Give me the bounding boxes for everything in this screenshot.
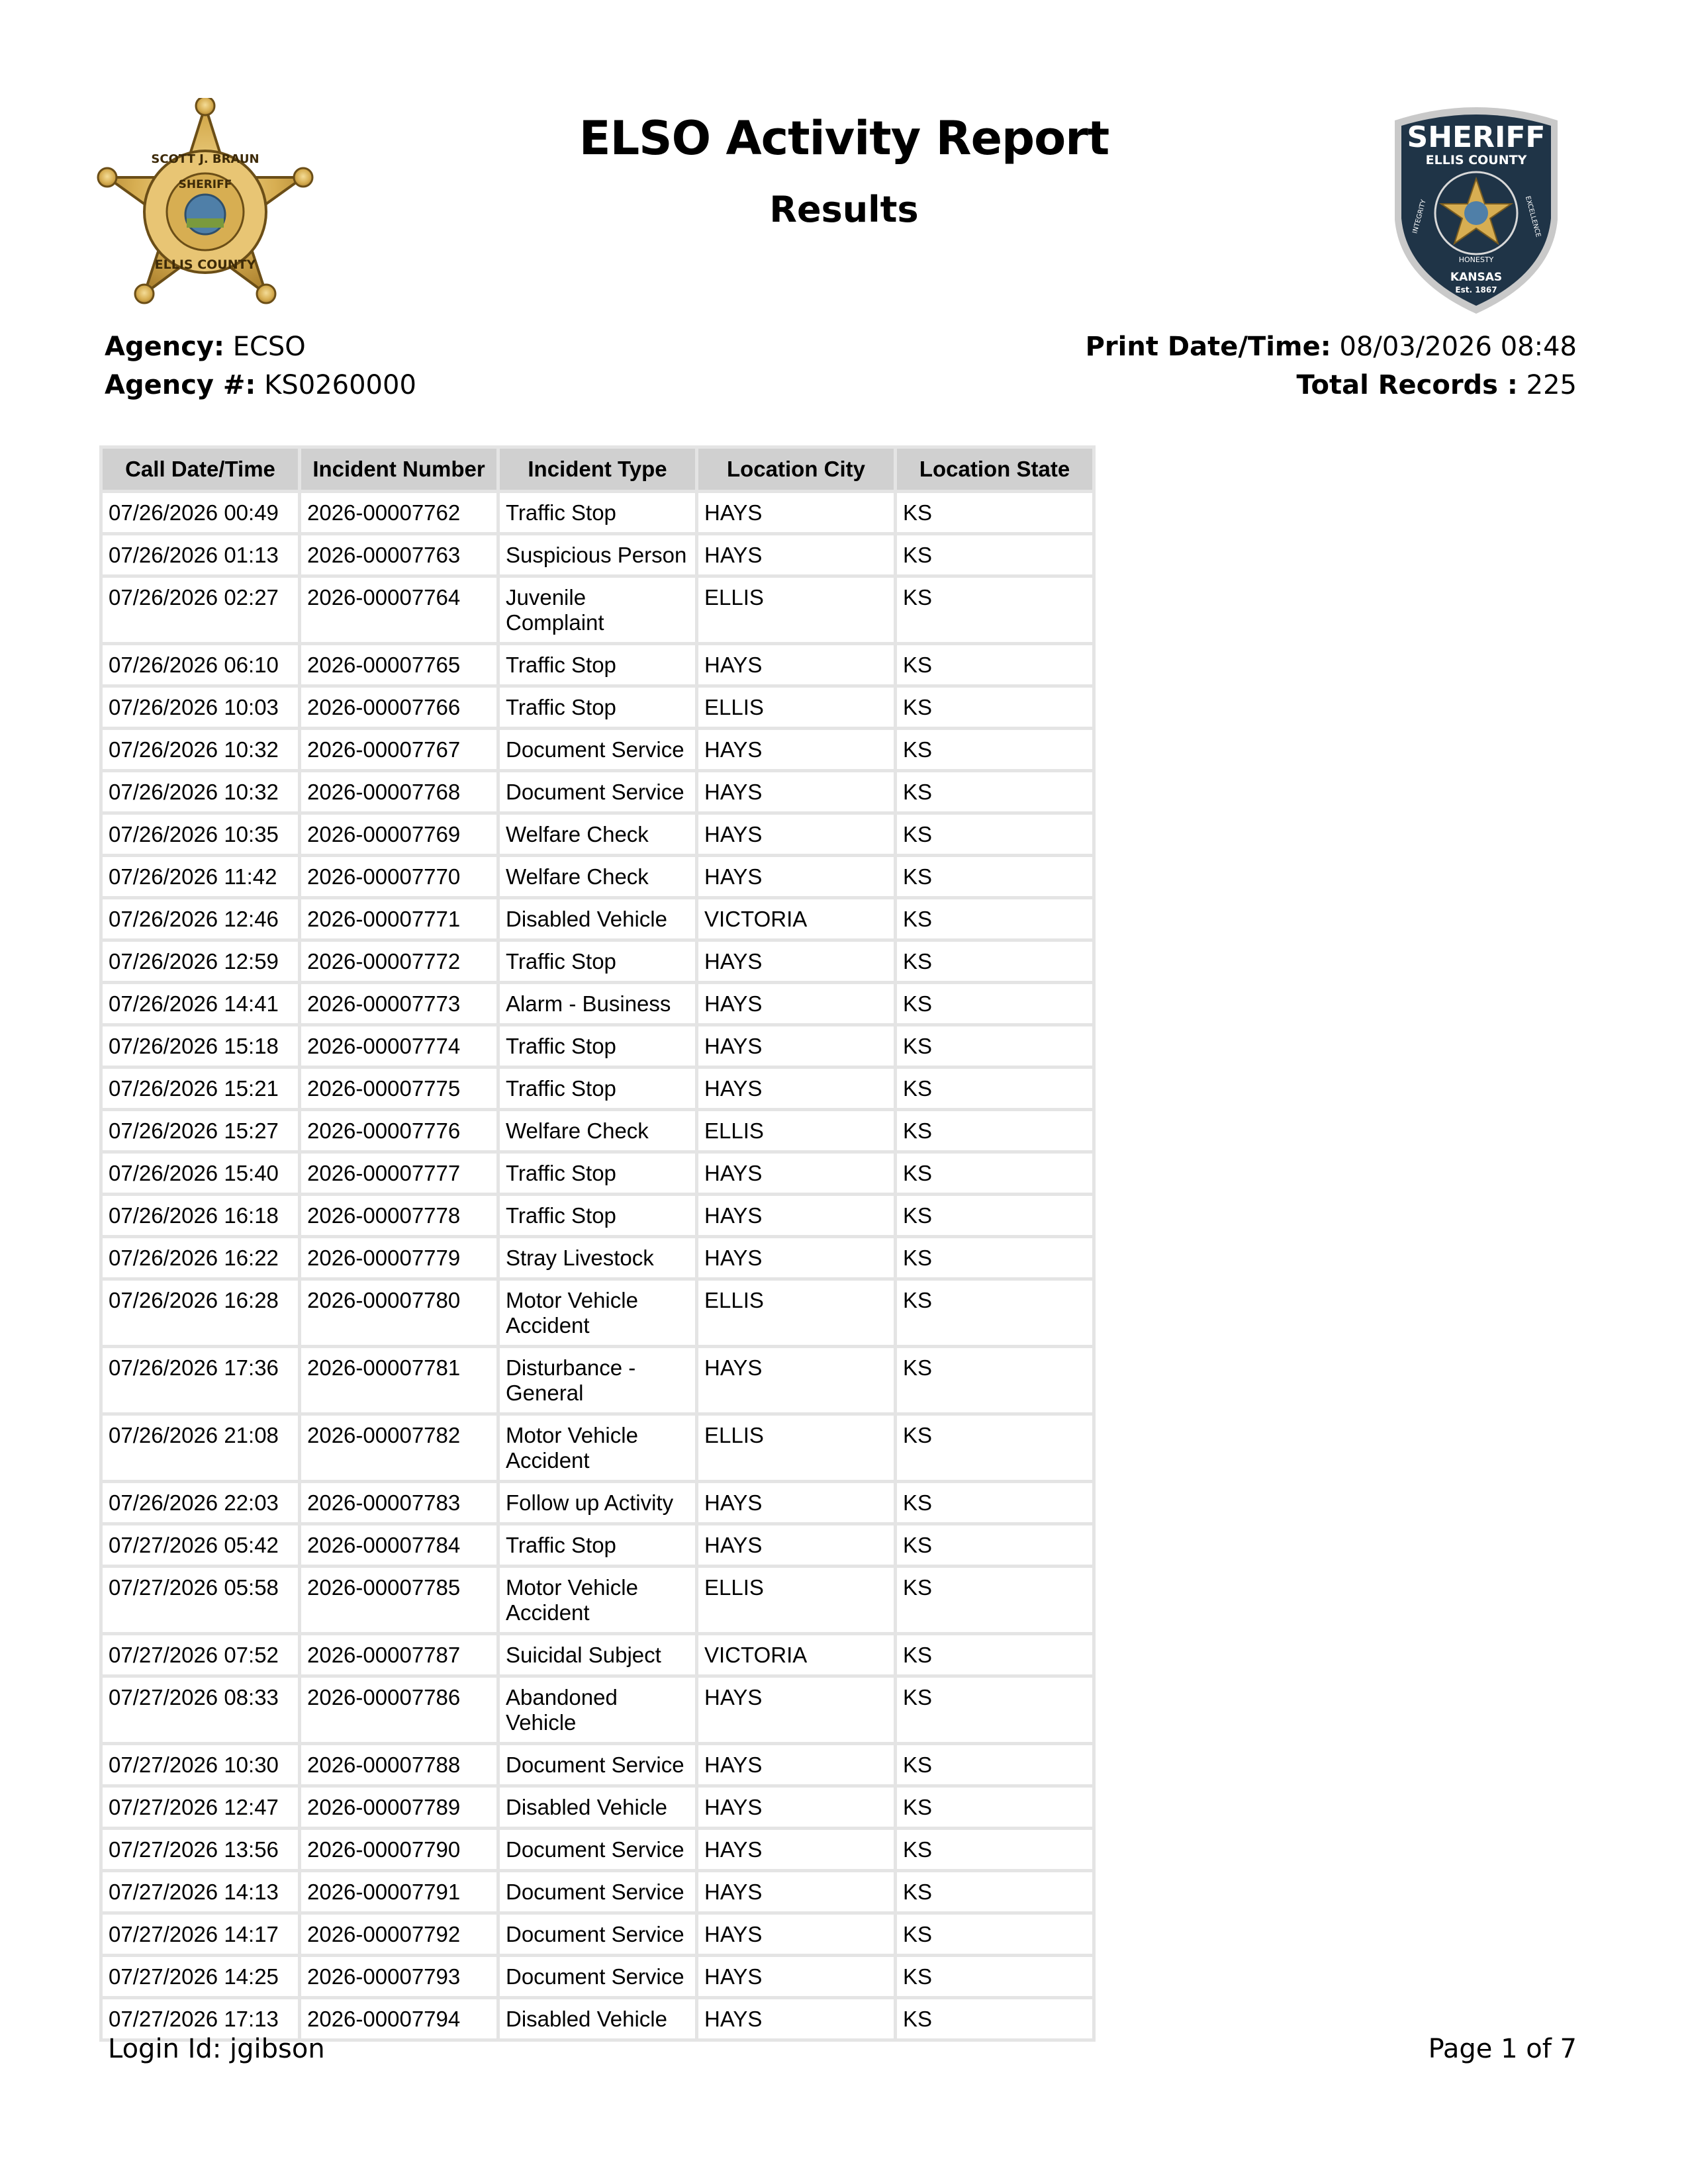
table-row bbox=[101, 1634, 1094, 1676]
agency-line bbox=[105, 328, 416, 366]
sheriff-patch-icon bbox=[1387, 101, 1566, 318]
cell-location-state: KS bbox=[896, 1871, 1094, 1913]
cell-location-state: KS bbox=[896, 644, 1094, 686]
print-info bbox=[1086, 328, 1577, 404]
cell-location-city: HAYS bbox=[697, 1676, 896, 1744]
cell-location-state: KS bbox=[896, 1414, 1094, 1482]
cell-incident-type: Abandoned Vehicle bbox=[498, 1676, 697, 1744]
table-row bbox=[101, 729, 1094, 771]
cell-call-datetime: 07/26/2026 21:08 bbox=[101, 1414, 300, 1482]
cell-call-datetime: 07/27/2026 05:58 bbox=[101, 1567, 300, 1634]
cell-call-datetime: 07/27/2026 17:13 bbox=[101, 1998, 300, 2040]
cell-incident-type: Document Service bbox=[498, 771, 697, 813]
cell-incident-type: Document Service bbox=[498, 1956, 697, 1998]
cell-call-datetime: 07/26/2026 00:49 bbox=[101, 492, 300, 534]
cell-incident-type: Motor Vehicle Accident bbox=[498, 1567, 697, 1634]
table-row bbox=[101, 1956, 1094, 1998]
cell-location-state: KS bbox=[896, 1744, 1094, 1786]
cell-location-state: KS bbox=[896, 1195, 1094, 1237]
cell-location-city: ELLIS bbox=[697, 1414, 896, 1482]
cell-location-city: ELLIS bbox=[697, 576, 896, 644]
activity-table bbox=[99, 445, 1096, 2042]
cell-location-state: KS bbox=[896, 856, 1094, 898]
cell-incident-number: 2026-00007762 bbox=[300, 492, 498, 534]
print-datetime-value: 08/03/2026 08:48 bbox=[1339, 332, 1577, 362]
table-row bbox=[101, 1195, 1094, 1237]
cell-location-city: HAYS bbox=[697, 1786, 896, 1829]
cell-call-datetime: 07/26/2026 15:40 bbox=[101, 1152, 300, 1195]
cell-location-city: HAYS bbox=[697, 856, 896, 898]
cell-incident-type: Motor Vehicle Accident bbox=[498, 1279, 697, 1347]
cell-call-datetime: 07/26/2026 11:42 bbox=[101, 856, 300, 898]
cell-incident-number: 2026-00007794 bbox=[300, 1998, 498, 2040]
cell-call-datetime: 07/26/2026 15:27 bbox=[101, 1110, 300, 1152]
login-id: Login Id: jgibson bbox=[108, 2034, 325, 2064]
cell-location-state: KS bbox=[896, 1913, 1094, 1956]
cell-incident-type: Alarm - Business bbox=[498, 983, 697, 1025]
table-row bbox=[101, 644, 1094, 686]
table-row bbox=[101, 492, 1094, 534]
cell-incident-number: 2026-00007781 bbox=[300, 1347, 498, 1414]
cell-incident-number: 2026-00007777 bbox=[300, 1152, 498, 1195]
cell-incident-number: 2026-00007784 bbox=[300, 1524, 498, 1567]
cell-location-city: HAYS bbox=[697, 729, 896, 771]
cell-call-datetime: 07/26/2026 12:59 bbox=[101, 940, 300, 983]
cell-incident-type: Welfare Check bbox=[498, 813, 697, 856]
agency-value: ECSO bbox=[232, 332, 306, 362]
cell-location-state: KS bbox=[896, 1237, 1094, 1279]
cell-location-state: KS bbox=[896, 983, 1094, 1025]
cell-call-datetime: 07/26/2026 10:35 bbox=[101, 813, 300, 856]
cell-call-datetime: 07/27/2026 07:52 bbox=[101, 1634, 300, 1676]
total-records-line bbox=[1086, 366, 1577, 404]
cell-location-state: KS bbox=[896, 1829, 1094, 1871]
cell-incident-type: Traffic Stop bbox=[498, 492, 697, 534]
cell-incident-type: Traffic Stop bbox=[498, 686, 697, 729]
cell-incident-type: Follow up Activity bbox=[498, 1482, 697, 1524]
table-row bbox=[101, 1829, 1094, 1871]
cell-incident-number: 2026-00007779 bbox=[300, 1237, 498, 1279]
table-row bbox=[101, 856, 1094, 898]
table-row bbox=[101, 1744, 1094, 1786]
cell-location-state: KS bbox=[896, 729, 1094, 771]
cell-call-datetime: 07/26/2026 16:18 bbox=[101, 1195, 300, 1237]
cell-incident-number: 2026-00007775 bbox=[300, 1068, 498, 1110]
column-header-incident-type: Incident Type bbox=[498, 447, 697, 492]
table-row bbox=[101, 1237, 1094, 1279]
cell-incident-type: Traffic Stop bbox=[498, 1025, 697, 1068]
cell-location-state: KS bbox=[896, 1025, 1094, 1068]
cell-incident-type: Traffic Stop bbox=[498, 1152, 697, 1195]
cell-location-city: HAYS bbox=[697, 983, 896, 1025]
cell-location-state: KS bbox=[896, 492, 1094, 534]
cell-location-city: HAYS bbox=[697, 940, 896, 983]
cell-location-state: KS bbox=[896, 1110, 1094, 1152]
cell-location-city: HAYS bbox=[697, 1482, 896, 1524]
table-row bbox=[101, 983, 1094, 1025]
cell-incident-number: 2026-00007773 bbox=[300, 983, 498, 1025]
table-row bbox=[101, 1347, 1094, 1414]
cell-incident-number: 2026-00007764 bbox=[300, 576, 498, 644]
cell-incident-number: 2026-00007790 bbox=[300, 1829, 498, 1871]
cell-location-city: ELLIS bbox=[697, 686, 896, 729]
cell-call-datetime: 07/27/2026 14:13 bbox=[101, 1871, 300, 1913]
cell-location-city: HAYS bbox=[697, 1237, 896, 1279]
cell-location-state: KS bbox=[896, 1347, 1094, 1414]
cell-location-city: HAYS bbox=[697, 1347, 896, 1414]
cell-call-datetime: 07/27/2026 08:33 bbox=[101, 1676, 300, 1744]
table-row bbox=[101, 576, 1094, 644]
cell-location-city: HAYS bbox=[697, 1195, 896, 1237]
cell-incident-type: Motor Vehicle Accident bbox=[498, 1414, 697, 1482]
agency-number-value: KS0260000 bbox=[264, 370, 416, 400]
cell-incident-type: Traffic Stop bbox=[498, 1068, 697, 1110]
cell-incident-number: 2026-00007783 bbox=[300, 1482, 498, 1524]
agency-info bbox=[105, 328, 416, 404]
cell-call-datetime: 07/26/2026 12:46 bbox=[101, 898, 300, 940]
cell-location-state: KS bbox=[896, 1482, 1094, 1524]
cell-incident-number: 2026-00007791 bbox=[300, 1871, 498, 1913]
cell-incident-number: 2026-00007793 bbox=[300, 1956, 498, 1998]
cell-incident-type: Document Service bbox=[498, 1829, 697, 1871]
table-row bbox=[101, 1110, 1094, 1152]
cell-incident-number: 2026-00007767 bbox=[300, 729, 498, 771]
cell-location-state: KS bbox=[896, 940, 1094, 983]
cell-location-city: HAYS bbox=[697, 1152, 896, 1195]
cell-incident-type: Disabled Vehicle bbox=[498, 1786, 697, 1829]
table-row bbox=[101, 1025, 1094, 1068]
cell-incident-type: Document Service bbox=[498, 729, 697, 771]
cell-call-datetime: 07/26/2026 02:27 bbox=[101, 576, 300, 644]
cell-location-state: KS bbox=[896, 1786, 1094, 1829]
cell-incident-type: Traffic Stop bbox=[498, 1524, 697, 1567]
table-row bbox=[101, 1871, 1094, 1913]
cell-location-state: KS bbox=[896, 1567, 1094, 1634]
column-header-location-state: Location State bbox=[896, 447, 1094, 492]
cell-call-datetime: 07/26/2026 22:03 bbox=[101, 1482, 300, 1524]
column-header-incident-number: Incident Number bbox=[300, 447, 498, 492]
table-row bbox=[101, 1676, 1094, 1744]
cell-location-state: KS bbox=[896, 1634, 1094, 1676]
cell-incident-number: 2026-00007771 bbox=[300, 898, 498, 940]
cell-incident-type: Traffic Stop bbox=[498, 940, 697, 983]
cell-location-state: KS bbox=[896, 1998, 1094, 2040]
table-header-row bbox=[101, 447, 1094, 492]
cell-call-datetime: 07/26/2026 15:18 bbox=[101, 1025, 300, 1068]
cell-incident-type: Traffic Stop bbox=[498, 644, 697, 686]
cell-call-datetime: 07/27/2026 14:25 bbox=[101, 1956, 300, 1998]
cell-location-city: HAYS bbox=[697, 492, 896, 534]
total-records-label: Total Records : bbox=[1296, 370, 1518, 400]
cell-call-datetime: 07/26/2026 10:32 bbox=[101, 729, 300, 771]
cell-incident-number: 2026-00007785 bbox=[300, 1567, 498, 1634]
cell-call-datetime: 07/26/2026 10:32 bbox=[101, 771, 300, 813]
patch-text-center: HONESTY bbox=[1458, 255, 1494, 264]
cell-call-datetime: 07/26/2026 10:03 bbox=[101, 686, 300, 729]
cell-incident-type: Welfare Check bbox=[498, 1110, 697, 1152]
table-row bbox=[101, 813, 1094, 856]
cell-location-city: ELLIS bbox=[697, 1279, 896, 1347]
table-row bbox=[101, 771, 1094, 813]
table-row bbox=[101, 1152, 1094, 1195]
cell-location-state: KS bbox=[896, 1524, 1094, 1567]
cell-incident-number: 2026-00007765 bbox=[300, 644, 498, 686]
cell-location-city: HAYS bbox=[697, 644, 896, 686]
cell-incident-type: Stray Livestock bbox=[498, 1237, 697, 1279]
cell-incident-number: 2026-00007778 bbox=[300, 1195, 498, 1237]
cell-call-datetime: 07/27/2026 10:30 bbox=[101, 1744, 300, 1786]
table-row bbox=[101, 1482, 1094, 1524]
cell-location-city: ELLIS bbox=[697, 1567, 896, 1634]
cell-incident-type: Suspicious Person bbox=[498, 534, 697, 576]
table-row bbox=[101, 940, 1094, 983]
report-title: ELSO Activity Report bbox=[579, 111, 1109, 165]
cell-call-datetime: 07/27/2026 14:17 bbox=[101, 1913, 300, 1956]
cell-incident-type: Disturbance - General bbox=[498, 1347, 697, 1414]
cell-location-state: KS bbox=[896, 1068, 1094, 1110]
table-row bbox=[101, 1786, 1094, 1829]
cell-location-city: HAYS bbox=[697, 1913, 896, 1956]
cell-location-state: KS bbox=[896, 534, 1094, 576]
cell-call-datetime: 07/26/2026 06:10 bbox=[101, 644, 300, 686]
cell-location-city: HAYS bbox=[697, 771, 896, 813]
cell-incident-number: 2026-00007763 bbox=[300, 534, 498, 576]
cell-incident-number: 2026-00007792 bbox=[300, 1913, 498, 1956]
cell-call-datetime: 07/27/2026 05:42 bbox=[101, 1524, 300, 1567]
cell-incident-number: 2026-00007780 bbox=[300, 1279, 498, 1347]
table-body bbox=[101, 492, 1094, 2040]
table-row bbox=[101, 1068, 1094, 1110]
cell-location-state: KS bbox=[896, 1676, 1094, 1744]
agency-label: Agency: bbox=[105, 332, 224, 362]
cell-incident-number: 2026-00007787 bbox=[300, 1634, 498, 1676]
table-row bbox=[101, 1414, 1094, 1482]
patch-text-county: ELLIS COUNTY bbox=[1425, 153, 1527, 167]
cell-call-datetime: 07/26/2026 16:28 bbox=[101, 1279, 300, 1347]
cell-location-city: HAYS bbox=[697, 1744, 896, 1786]
cell-call-datetime: 07/26/2026 16:22 bbox=[101, 1237, 300, 1279]
report-subtitle: Results bbox=[769, 189, 919, 230]
cell-location-state: KS bbox=[896, 1956, 1094, 1998]
cell-location-state: KS bbox=[896, 898, 1094, 940]
cell-call-datetime: 07/26/2026 14:41 bbox=[101, 983, 300, 1025]
cell-location-state: KS bbox=[896, 576, 1094, 644]
cell-location-state: KS bbox=[896, 686, 1094, 729]
column-header-location-city: Location City bbox=[697, 447, 896, 492]
print-datetime-line bbox=[1086, 328, 1577, 366]
print-datetime-label: Print Date/Time: bbox=[1085, 332, 1331, 362]
cell-location-city: HAYS bbox=[697, 1871, 896, 1913]
cell-incident-type: Disabled Vehicle bbox=[498, 1998, 697, 2040]
badge-text-bottom: ELLIS COUNTY bbox=[154, 257, 256, 272]
cell-location-state: KS bbox=[896, 771, 1094, 813]
cell-incident-number: 2026-00007782 bbox=[300, 1414, 498, 1482]
cell-call-datetime: 07/26/2026 15:21 bbox=[101, 1068, 300, 1110]
table-row bbox=[101, 1913, 1094, 1956]
table-row bbox=[101, 1279, 1094, 1347]
column-header-call-datetime: Call Date/Time bbox=[101, 447, 300, 492]
table-row bbox=[101, 686, 1094, 729]
page-number: Page 1 of 7 bbox=[1428, 2034, 1577, 2064]
cell-location-city: HAYS bbox=[697, 1025, 896, 1068]
cell-incident-type: Welfare Check bbox=[498, 856, 697, 898]
cell-incident-number: 2026-00007776 bbox=[300, 1110, 498, 1152]
table-row bbox=[101, 1567, 1094, 1634]
badge-text-top: SCOTT J. BRAUN bbox=[151, 152, 259, 166]
patch-text-bottom: KANSAS bbox=[1450, 271, 1503, 284]
cell-incident-number: 2026-00007774 bbox=[300, 1025, 498, 1068]
cell-incident-type: Disabled Vehicle bbox=[498, 898, 697, 940]
patch-text-est: Est. 1867 bbox=[1455, 285, 1497, 295]
cell-location-state: KS bbox=[896, 813, 1094, 856]
cell-location-city: HAYS bbox=[697, 1068, 896, 1110]
agency-number-line bbox=[105, 366, 416, 404]
cell-location-city: HAYS bbox=[697, 1524, 896, 1567]
cell-incident-number: 2026-00007772 bbox=[300, 940, 498, 983]
cell-call-datetime: 07/27/2026 13:56 bbox=[101, 1829, 300, 1871]
patch-text-left: INTEGRITY bbox=[1411, 199, 1428, 235]
patch-text-right: EXCELLENCE bbox=[1523, 195, 1542, 238]
cell-location-city: HAYS bbox=[697, 1998, 896, 2040]
cell-location-city: HAYS bbox=[697, 534, 896, 576]
table-row bbox=[101, 534, 1094, 576]
cell-call-datetime: 07/26/2026 17:36 bbox=[101, 1347, 300, 1414]
cell-incident-type: Document Service bbox=[498, 1913, 697, 1956]
table-row bbox=[101, 898, 1094, 940]
cell-location-city: VICTORIA bbox=[697, 1634, 896, 1676]
cell-incident-type: Document Service bbox=[498, 1871, 697, 1913]
cell-incident-number: 2026-00007789 bbox=[300, 1786, 498, 1829]
cell-incident-type: Traffic Stop bbox=[498, 1195, 697, 1237]
cell-location-state: KS bbox=[896, 1279, 1094, 1347]
cell-incident-type: Suicidal Subject bbox=[498, 1634, 697, 1676]
cell-location-city: HAYS bbox=[697, 1956, 896, 1998]
cell-incident-number: 2026-00007770 bbox=[300, 856, 498, 898]
cell-incident-number: 2026-00007769 bbox=[300, 813, 498, 856]
cell-location-city: ELLIS bbox=[697, 1110, 896, 1152]
cell-incident-number: 2026-00007766 bbox=[300, 686, 498, 729]
cell-location-state: KS bbox=[896, 1152, 1094, 1195]
table-row bbox=[101, 1524, 1094, 1567]
cell-incident-type: Document Service bbox=[498, 1744, 697, 1786]
total-records-value: 225 bbox=[1526, 370, 1577, 400]
cell-location-city: HAYS bbox=[697, 1829, 896, 1871]
cell-call-datetime: 07/26/2026 01:13 bbox=[101, 534, 300, 576]
badge-text-middle: SHERIFF bbox=[178, 178, 232, 191]
cell-incident-number: 2026-00007788 bbox=[300, 1744, 498, 1786]
cell-incident-type: Juvenile Complaint bbox=[498, 576, 697, 644]
cell-location-city: VICTORIA bbox=[697, 898, 896, 940]
cell-location-city: HAYS bbox=[697, 813, 896, 856]
cell-call-datetime: 07/27/2026 12:47 bbox=[101, 1786, 300, 1829]
agency-number-label: Agency #: bbox=[105, 370, 256, 400]
patch-text-top: SHERIFF bbox=[1407, 120, 1546, 154]
cell-incident-number: 2026-00007768 bbox=[300, 771, 498, 813]
cell-incident-number: 2026-00007786 bbox=[300, 1676, 498, 1744]
